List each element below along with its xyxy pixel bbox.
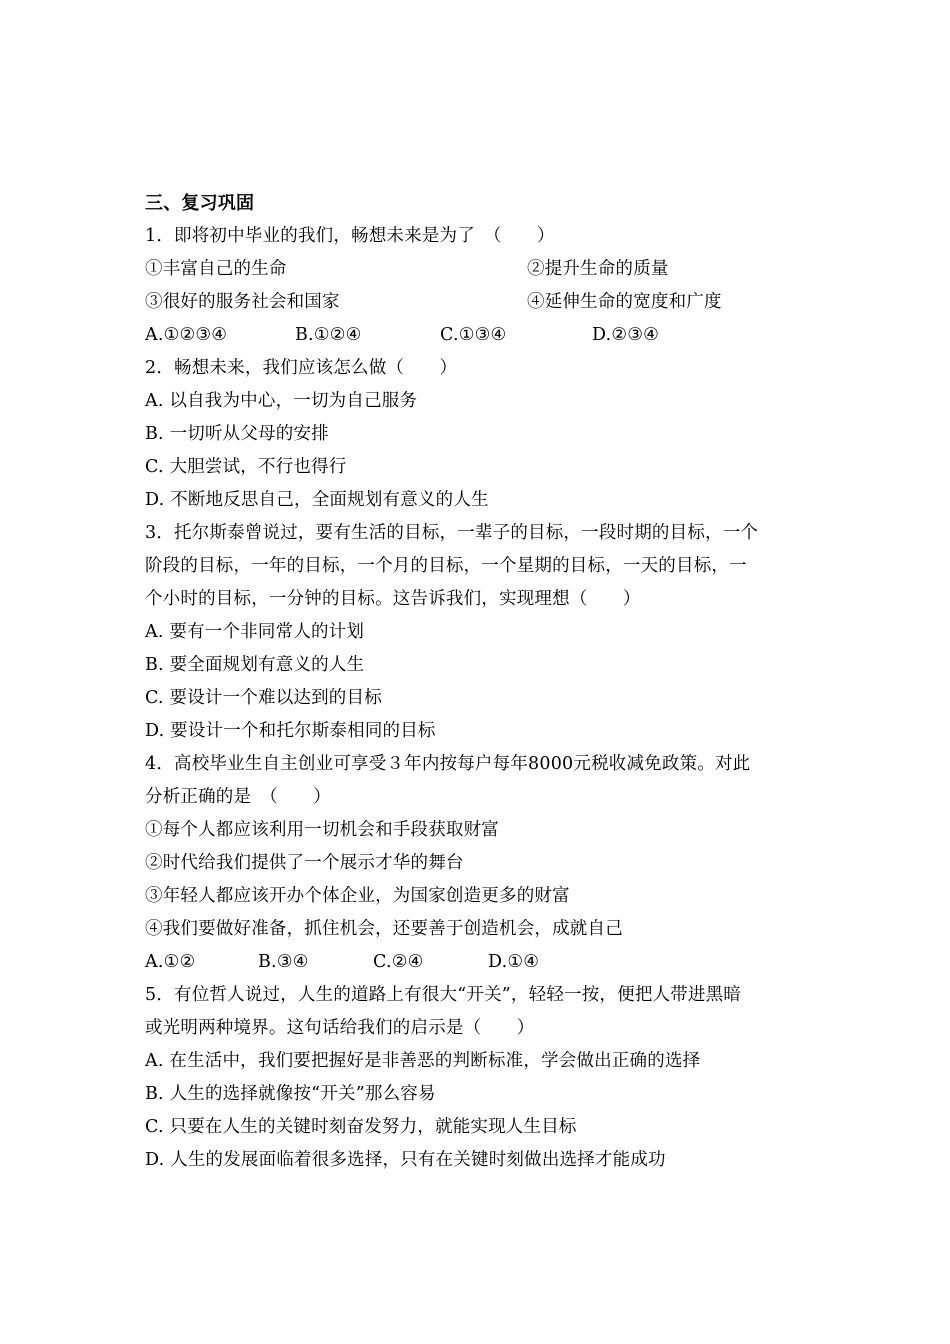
section-title: 三、复习巩固 (145, 193, 255, 214)
statement-row (145, 253, 825, 286)
statement: ①每个人都应该利用一切机会和手段获取财富 (145, 820, 499, 840)
option-c: C. 大胆尝试，不行也得行 (145, 457, 347, 477)
question-stem: 4．高校毕业生自主创业可享受３年内按每户每年8000元税收减免政策。对此 (145, 754, 751, 774)
question-3 (145, 517, 825, 748)
choice-d: D.①④ (488, 952, 540, 972)
option-b: B. 人生的选择就像按“开关”那么容易 (145, 1084, 436, 1104)
choice-b: B.③④ (258, 952, 309, 972)
question-stem: 1．即将初中毕业的我们，畅想未来是为了 （ ） (145, 226, 555, 246)
choice-b: B.①②④ (295, 325, 362, 345)
choice-c: C.①③④ (440, 325, 507, 345)
statement: ②提升生命的质量 (527, 259, 669, 279)
option-d: D. 要设计一个和托尔斯泰相同的目标 (145, 721, 436, 741)
option-a: A. 以自我为中心，一切为自己服务 (145, 391, 418, 411)
statement: ③年轻人都应该开办个体企业，为国家创造更多的财富 (145, 886, 570, 906)
question-stem: 5．有位哲人说过，人生的道路上有很大“开关”，轻轻一按，便把人带进黑暗 (145, 985, 742, 1005)
answer-choices (145, 319, 825, 352)
option-d: D. 不断地反思自己，全面规划有意义的人生 (145, 490, 489, 510)
option-d: D. 人生的发展面临着很多选择，只有在关键时刻做出选择才能成功 (145, 1150, 666, 1170)
choice-d: D.②③④ (592, 325, 660, 345)
option-a: A. 要有一个非同常人的计划 (145, 622, 365, 642)
question-stem: 阶段的目标，一年的目标，一个月的目标，一个星期的目标，一天的目标，一 (145, 556, 747, 576)
question-1 (145, 220, 825, 352)
statement: ①丰富自己的生命 (145, 259, 287, 279)
statement: ③很好的服务社会和国家 (145, 292, 340, 312)
statement: ②时代给我们提供了一个展示才华的舞台 (145, 853, 464, 873)
question-4 (145, 748, 825, 979)
option-b: B. 一切听从父母的安排 (145, 424, 329, 444)
question-stem: 3．托尔斯泰曾说过，要有生活的目标，一辈子的目标，一段时期的目标，一个 (145, 523, 759, 543)
option-a: A. 在生活中，我们要把握好是非善恶的判断标准，学会做出正确的选择 (145, 1051, 701, 1071)
question-2 (145, 352, 825, 517)
question-stem: 分析正确的是 （ ） (145, 787, 331, 807)
option-c: C. 只要在人生的关键时刻奋发努力，就能实现人生目标 (145, 1117, 577, 1137)
statement-row (145, 286, 825, 319)
exercise-content (145, 187, 825, 1177)
choice-a: A.①② (145, 952, 196, 972)
question-stem: 或光明两种境界。这句话给我们的启示是（ ） (145, 1018, 535, 1038)
question-stem: 个小时的目标，一分钟的目标。这告诉我们，实现理想（ ） (145, 589, 641, 609)
statement: ④延伸生命的宽度和广度 (527, 292, 722, 312)
question-5 (145, 979, 825, 1177)
choice-a: A.①②③④ (145, 325, 228, 345)
option-b: B. 要全面规划有意义的人生 (145, 655, 365, 675)
statement: ④我们要做好准备，抓住机会，还要善于创造机会，成就自己 (145, 919, 623, 939)
option-c: C. 要设计一个难以达到的目标 (145, 688, 382, 708)
choice-c: C.②④ (373, 952, 424, 972)
question-stem: 2．畅想未来，我们应该怎么做（ ） (145, 358, 458, 378)
answer-choices (145, 946, 825, 979)
